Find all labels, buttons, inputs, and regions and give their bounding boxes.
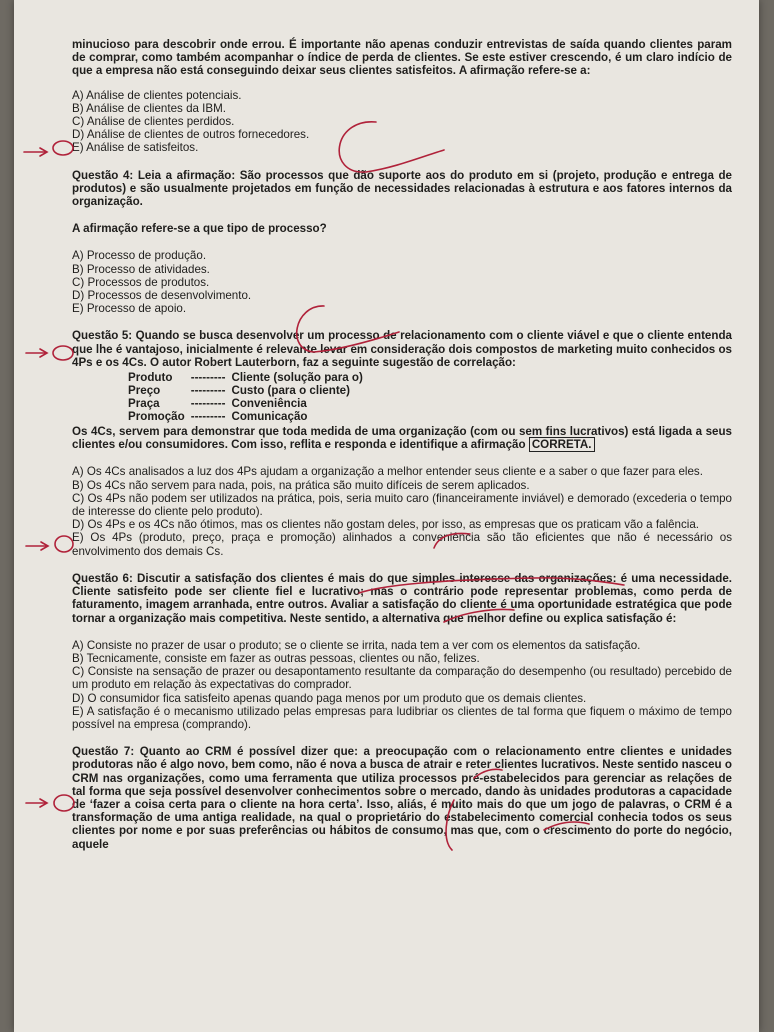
q4-question: A afirmação refere-se a que tipo de processo? [72,222,327,236]
q5-option-b[interactable]: B) Os 4Cs não servem para nada, pois, na prática são muito difíceis de serem aplicados. [72,478,530,492]
q4-option-c[interactable]: C) Processos de produtos. [72,275,210,289]
correlation-c: Comunicação [231,410,308,424]
q6-option-d[interactable]: D) O consumidor fica satisfeito apenas quando paga menos por um produto que os demais clientes. [72,691,587,705]
q3-option-d[interactable]: D) Análise de clientes de outros fornecedores. [72,128,310,142]
q6-statement: Questão 6: Discutir a satisfação dos clientes é mais do que simples interesse das organizações: é uma necessidade. Cliente satisfeito pode ser cliente fiel e lucrativo; mas o contrário pode representar problemas, como perda de faturamento, imagem arranhada, entre outros. Avaliar a satisfação do cliente é uma oportunidade estratégica que pode tornar a organização mais competitiva. Neste sentido, a alternativa que melhor define ou explica satisfação é: [72,571,732,625]
q5-statement: Questão 5: Quando se busca desenvolver um processo de relacionamento com o cliente viável e que o cliente entenda que lhe é vantajoso, inicialmente é relevante levar em consideração dois compostos de marketing muito conhecidos os 4Ps e os 4Cs. O autor Robert Lauterborn, faz a seguinte sugestão de correlação: [72,329,732,369]
q6-option-b[interactable]: B) Tecnicamente, consiste em fazer as outras pessoas, clientes ou não, felizes. [72,651,480,665]
q6-option-a[interactable]: A) Consiste no prazer de usar o produto; se o cliente se irrita, nada tem a ver com os elementos da satisfação. [72,638,641,652]
correlation-c: Custo (para o cliente) [231,384,350,398]
correlation-dash: --------- [190,397,226,411]
correlation-p: Preço [128,384,161,398]
answer-circle [55,536,73,552]
q5-after [72,425,732,451]
correlation-p: Promoção [128,410,185,424]
q4-option-d[interactable]: D) Processos de desenvolvimento. [72,289,252,303]
q3-options [72,89,732,155]
answer-circle [54,795,74,811]
q3-intro: minucioso para descobrir onde errou. É importante não apenas conduzir entrevistas de saída quando clientes param de comprar, como também acompanhar o índice de perda de clientes. Se este estiver crescendo, é um claro indício de que a empresa não está conseguindo deixar seus clientes satisfeitos. A afirmação refere-se a: [72,38,732,78]
exam-page [14,0,759,1032]
answer-circle [53,141,73,155]
arrow-icon [40,349,47,357]
correlation-row [128,410,369,423]
q4-option-a[interactable]: A) Processo de produção. [72,249,207,263]
q5-option-a[interactable]: A) Os 4Cs analisados a luz dos 4Ps ajudam a organização a melhor entender seus cliente e a saber o que fazer para eles. [72,465,703,479]
correlation-dash: --------- [190,371,226,385]
q3-option-e[interactable]: E) Análise de satisfeitos. [72,141,199,155]
correlation-dash: --------- [190,410,226,424]
exam-content [72,38,732,851]
q6-option-e[interactable]: E) A satisfação é o mecanismo utilizado pelas empresas para ludibriar os clientes de tal forma que fiquem o máximo de tempo possível na empresa (comprando). [72,704,732,731]
q5-correlation-table [128,371,369,423]
arrow-icon [40,148,47,156]
q5-option-c[interactable]: C) Os 4Ps não podem ser utilizados na prática, pois, seria muito caro (financeiramente inviável) e demorado (excederia o tempo de interesse do cliente pelo produto). [72,491,732,519]
correlation-c: Cliente (solução para o) [231,371,363,385]
q6-option-c[interactable]: C) Consiste na sensação de prazer ou desapontamento resultante da comparação do desempenho (ou resultado) percebido de um produto em relação às expectativas do comprador. [72,665,732,692]
arrow-icon [40,799,47,807]
q5-option-d[interactable]: D) Os 4Ps e os 4Cs não ótimos, mas os clientes não gostam deles, por isso, as empresas que os praticam vão a falência. [72,518,700,532]
q5-option-e[interactable]: E) Os 4Ps (produto, preço, praça e promoção) alinhados a conveniência são tão eficientes que não é necessário os envolvimento dos demais Cs. [72,531,732,558]
correta-box: CORRETA. [529,437,595,452]
correlation-p: Praça [128,397,160,411]
correlation-dash: --------- [190,384,226,398]
q3-option-a[interactable]: A) Análise de clientes potenciais. [72,88,242,102]
correlation-c: Conveniência [231,397,307,411]
q7-statement: Questão 7: Quanto ao CRM é possível dizer que: a preocupação com o relacionamento entre clientes e unidades produtoras não é algo novo, bem como, não é nova a busca de atrair e reter clientes lucrativos. Neste sentido nasceu o CRM nas organizações, como uma ferramenta que utiliza processos pré-estabelecidos para gerenciar as relações de tal forma que seja possível desenvolver conhecimentos sobre o mercado, dando às unidades produtoras a capacidade de ‘fazer a coisa certa para o cliente na hora certa’. Isso, aliás, é muito mais do que um jogo de palavras, o CRM é a transformação de uma antiga realidade, na qual o proprietário do estabelecimento comercial conhecia todos os seus clientes por nome e por suas preferências ou hábitos de consumo, mas que, com o crescimento do porte do negócio, aquele [72,745,732,851]
correlation-row [128,384,369,397]
arrow-icon [41,542,48,550]
q3-option-b[interactable]: B) Análise de clientes da IBM. [72,101,227,115]
q4-options [72,249,732,315]
correlation-p: Produto [128,371,173,385]
q5-after-text: Os 4Cs, servem para demonstrar que toda medida de uma organização (com ou sem fins lucrativos) está ligada a seus clientes e/ou consumidores. Com isso, reflita e responda e identifique a afirmação [72,425,732,452]
answer-circle [53,346,73,360]
correlation-row [128,397,369,410]
q4-statement: Questão 4: Leia a afirmação: São processos que dão suporte aos do produto em si (projeto, produção e entrega de produtos) e são usualmente projetados em função de necessidades relacionadas à estrutura e aos fatores internos da organização. [72,168,732,209]
correlation-row [128,371,369,384]
q4-option-b[interactable]: B) Processo de atividades. [72,262,210,276]
q6-options [72,639,732,731]
q3-option-c[interactable]: C) Análise de clientes perdidos. [72,115,235,129]
q4-option-e[interactable]: E) Processo de apoio. [72,302,187,316]
q5-options [72,465,732,557]
